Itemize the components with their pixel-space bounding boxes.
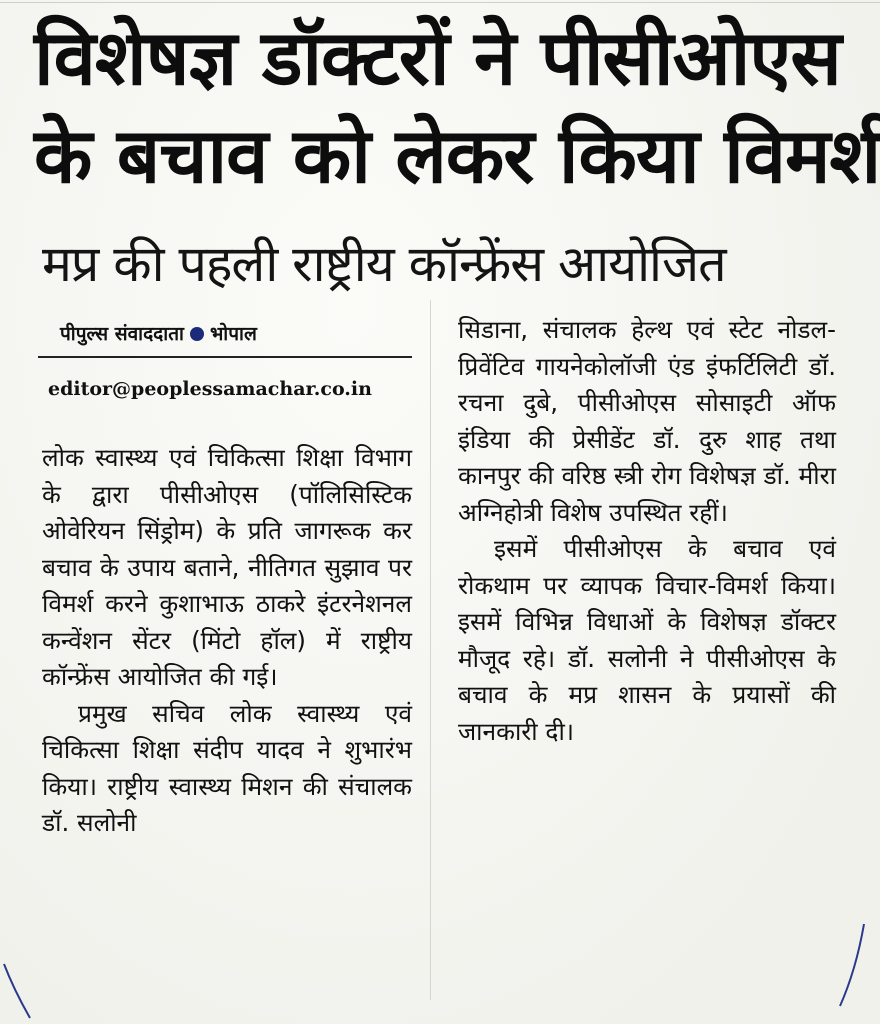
article-column-right bbox=[458, 312, 836, 750]
pen-mark-left-icon bbox=[0, 960, 40, 1024]
left-paragraph-2: प्रमुख सचिव लोक स्वास्थ्य एवं चिकित्सा शिक्षा संदीप यादव ने शुभारंभ किया। राष्ट्रीय स्वास्थ्य मिशन की संचालक डॉ. सलोनी bbox=[42, 698, 412, 837]
left-paragraph-1: लोक स्वास्थ्य एवं चिकित्सा शिक्षा विभाग के द्वारा पीसीओएस (पॉलिसिस्टिक ओवेरियन सिंड्रोम) के प्रति जागरूक कर बचाव के उपाय बताने, नीतिगत सुझाव पर विमर्श करने कुशाभाऊ ठाकरे इंटरनेशनल कन्वेंशन सेंटर (मिंटो हॉल) में राष्ट्रीय कॉन्फ्रेंस आयोजित की गई। bbox=[42, 443, 412, 691]
right-paragraph-2: इसमें पीसीओएस के बचाव एवं रोकथाम पर व्यापक विचार-विमर्श किया। इसमें विभिन्न विधाओं के विशेषज्ञ डॉक्टर मौजूद रहे। डॉ. सलोनी ने पीसीओएस के बचाव के मप्र शासन के प्रयासों की जानकारी दी। bbox=[458, 534, 836, 746]
right-paragraph-1: सिडाना, संचालक हेल्थ एवं स्टेट नोडल-प्रिवेंटिव गायनेकोलॉजी एंड इंफर्टिलिटी डॉ. रचना दुबे, पीसीओएस सोसाइटी ऑफ इंडिया की प्रेसीडेंट डॉ. दुरु शाह तथा कानपुर की वरिष्ठ स्त्री रोग विशेषज्ञ डॉ. मीरा अग्निहोत्री विशेष उपस्थित रहीं। bbox=[458, 315, 836, 527]
column-divider bbox=[430, 300, 431, 1000]
bullet-dot-icon bbox=[190, 327, 204, 341]
byline-rule bbox=[38, 356, 412, 358]
byline-city: भोपाल bbox=[209, 323, 257, 345]
editor-email: editor@peoplessamachar.co.in bbox=[48, 378, 372, 400]
headline-line-2: के बचाव को लेकर किया विमर्श bbox=[34, 111, 880, 200]
article-column-left bbox=[42, 440, 412, 842]
pen-mark-right-icon bbox=[830, 920, 870, 1010]
subheadline: मप्र की पहली राष्ट्रीय कॉन्फ्रेंस आयोजित bbox=[42, 235, 726, 293]
top-edge-line bbox=[0, 2, 880, 3]
headline-line-1: विशेषज्ञ डॉक्टरों ने पीसीओएस bbox=[34, 13, 841, 102]
byline-reporter: पीपुल्स संवाददाता bbox=[60, 323, 184, 345]
byline bbox=[60, 320, 257, 346]
